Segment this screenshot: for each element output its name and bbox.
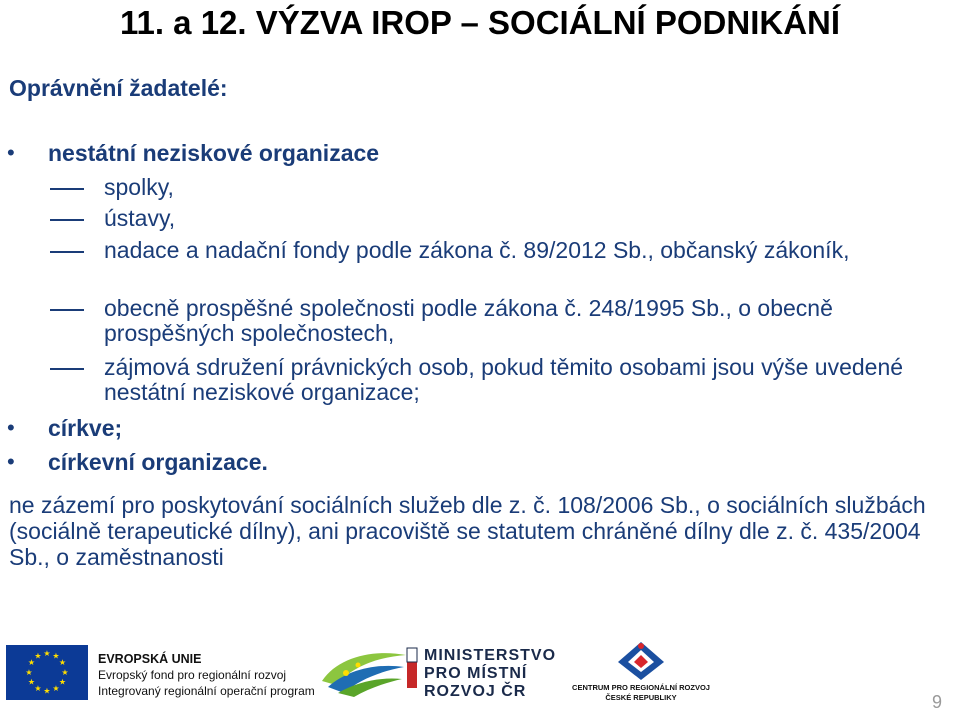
- svg-text:★: ★: [27, 658, 36, 667]
- bullet-marker: •: [7, 140, 15, 165]
- mmr-emblem-icon: [404, 646, 420, 690]
- irop-logo: [318, 647, 410, 699]
- irop-swoosh-icon: [318, 647, 410, 699]
- eu-caption-line: EVROPSKÁ UNIE: [98, 652, 202, 666]
- crr-logo: [606, 640, 676, 680]
- page-number: 9: [932, 692, 943, 712]
- sub-item-text: zájmová sdružení právnických osob, pokud těmito osobami jsou výše uvedené nestátní neziskové organizace;: [104, 354, 904, 405]
- mmr-caption-line: PRO MÍSTNÍ: [424, 665, 528, 682]
- eu-stars-icon: [6, 645, 88, 700]
- bullet-text: církevní organizace.: [48, 449, 268, 475]
- eu-flag-logo: [6, 645, 88, 700]
- svg-text:★: ★: [52, 651, 60, 661]
- footnote: ne zázemí pro poskytování sociálních služeb dle z. č. 108/2006 Sb., o sociálních službách (sociálně terapeutické dílny), ani pracoviště se statutem chráněné dílny dle z. č. 435/2004 Sb., o zaměstnanosti: [9, 492, 926, 570]
- crr-caption: [566, 683, 716, 703]
- bullet-text: nestátní neziskové organizace: [48, 140, 380, 166]
- svg-text:★: ★: [58, 677, 67, 687]
- dash-marker: [50, 251, 84, 253]
- svg-text:★: ★: [52, 684, 60, 693]
- crr-caption-line: ČESKÉ REPUBLIKY: [605, 693, 677, 702]
- dash-marker: [50, 188, 84, 190]
- sub-item-text: spolky,: [104, 174, 174, 200]
- subtitle: Oprávnění žadatelé:: [9, 75, 228, 101]
- bullet-marker: •: [7, 449, 15, 474]
- sub-item-text: obecně prospěšné společnosti podle zákona č. 248/1995 Sb., o obecně prospěšných společnostech,: [104, 295, 833, 346]
- mmr-caption: [424, 647, 556, 701]
- eu-caption-line: Evropský fond pro regionální rozvoj: [98, 668, 287, 682]
- dash-marker: [50, 368, 84, 370]
- dash-marker: [50, 219, 84, 221]
- svg-text:★: ★: [43, 649, 51, 658]
- svg-text:★: ★: [58, 658, 67, 667]
- dash-marker: [50, 309, 84, 311]
- svg-text:★: ★: [25, 668, 33, 677]
- svg-text:★: ★: [27, 677, 36, 687]
- eu-caption: [98, 651, 315, 699]
- svg-text:★: ★: [34, 684, 42, 693]
- bullet-marker: •: [7, 415, 15, 440]
- svg-text:★: ★: [43, 686, 51, 696]
- svg-text:★: ★: [61, 668, 69, 677]
- sub-item-text: nadace a nadační fondy podle zákona č. 89/2012 Sb., občanský zákoník,: [104, 237, 850, 263]
- mmr-caption-line: MINISTERSTVO: [424, 647, 557, 664]
- slide-title: 11. a 12. VÝZVA IROP – SOCIÁLNÍ PODNIKÁNÍ: [119, 4, 841, 41]
- sub-item-text: ústavy,: [104, 205, 176, 231]
- crr-caption-line: CENTRUM PRO REGIONÁLNÍ ROZVOJ: [572, 683, 710, 692]
- eu-caption-line: Integrovaný regionální operační program: [98, 684, 315, 698]
- mmr-caption-line: ROZVOJ ČR: [424, 683, 527, 700]
- bullet-text: církve;: [48, 415, 123, 441]
- svg-text:★: ★: [34, 651, 42, 661]
- crr-diamond-icon: [606, 640, 676, 680]
